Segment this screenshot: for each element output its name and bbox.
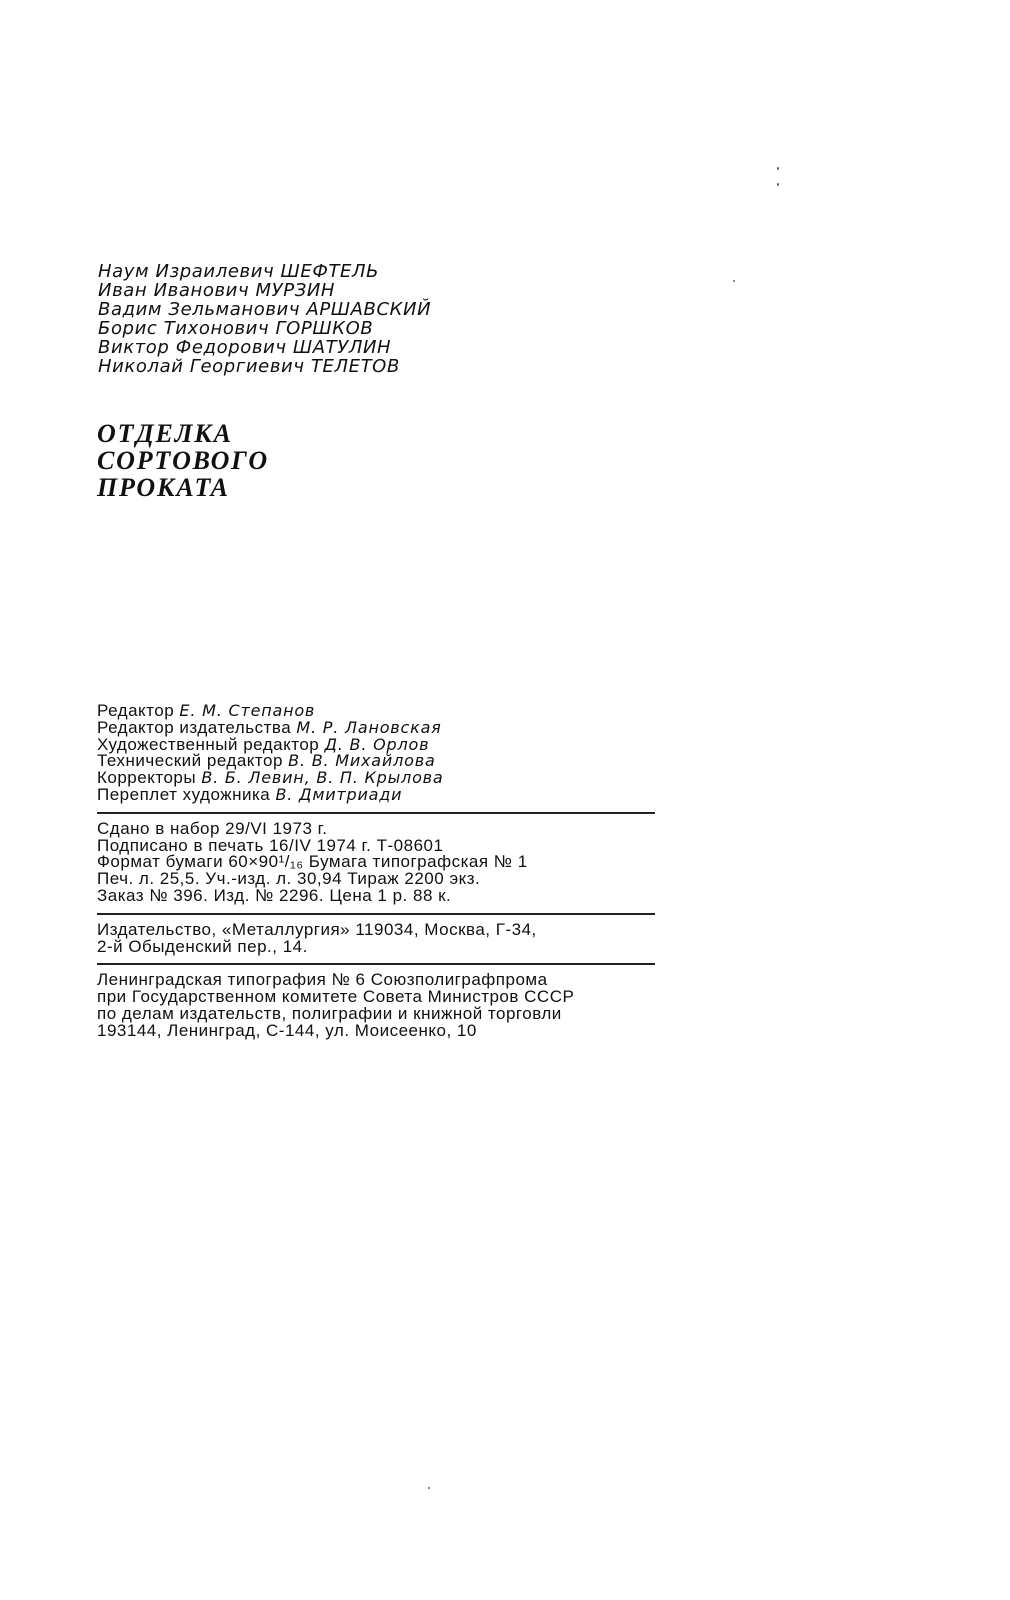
scan-speck — [777, 183, 779, 186]
credit-name: В. Б. Левин, В. П. Крылова — [201, 768, 444, 788]
print-info-line: Печ. л. 25,5. Уч.-изд. л. 30,94 Тираж 2200 экз. — [97, 869, 481, 889]
credit-name: М. Р. Лановская — [296, 717, 442, 737]
print-info-line: Подписано в печать 16/IV 1974 г. Т-08601 — [97, 835, 444, 855]
credit-name: Д. В. Орлов — [324, 734, 430, 754]
printer-line: 193144, Ленинград, С-144, ул. Моисеенко, 10 — [97, 1020, 477, 1040]
print-info-line: Сдано в набор 29/VI 1973 г. — [97, 818, 328, 838]
author-name: Борис Тихонович ГОРШКОВ — [98, 318, 374, 339]
author-name: Вадим Зельманович АРШАВСКИЙ — [98, 299, 432, 320]
credits-block — [97, 703, 659, 804]
scan-speck — [428, 1487, 430, 1489]
printer-block — [97, 972, 659, 1039]
credit-role: Переплет художника — [97, 784, 271, 804]
author-name: Наум Израилевич ШЕФТЕЛЬ — [98, 261, 380, 282]
credit-role: Технический редактор — [97, 751, 283, 771]
title-line: ОТДЕЛКА — [97, 419, 233, 448]
publisher-line: 2-й Обыденский пер., 14. — [97, 936, 308, 956]
author-name: Иван Иванович МУРЗИН — [98, 280, 336, 301]
author-name: Виктор Федорович ШАТУЛИН — [98, 337, 392, 358]
book-title — [97, 420, 657, 501]
author-list — [98, 262, 658, 376]
print-info-block — [97, 818, 659, 905]
divider — [97, 963, 655, 965]
author-name: Николай Георгиевич ТЕЛЕТОВ — [98, 356, 400, 377]
divider — [97, 913, 655, 915]
credit-name: В. Дмитриади — [275, 784, 403, 804]
publisher-block — [97, 919, 659, 956]
divider — [97, 812, 655, 814]
print-info-line: Заказ № 396. Изд. № 2296. Цена 1 р. 88 к. — [97, 885, 452, 905]
credit-role: Редактор издательства — [97, 717, 292, 737]
credit-role: Корректоры — [97, 768, 197, 788]
scan-speck — [777, 167, 779, 170]
scan-speck — [733, 280, 735, 282]
credit-role: Художественный редактор — [97, 734, 320, 754]
printer-line: по делам издательств, полиграфии и книжной торговли — [97, 1003, 562, 1023]
credit-role: Редактор — [97, 701, 175, 720]
credit-name: Е. М. Степанов — [179, 701, 316, 720]
title-line: ПРОКАТА — [97, 473, 230, 502]
credit-name: В. В. Михайлова — [288, 751, 436, 771]
print-info-line: Формат бумаги 60×90¹/₁₆ Бумага типографская № 1 — [97, 852, 528, 872]
publisher-line: Издательство, «Металлургия» 119034, Москва, Г-34, — [97, 919, 537, 939]
imprint-section — [97, 703, 659, 1040]
title-line: СОРТОВОГО — [97, 446, 269, 475]
credit-line — [97, 784, 659, 804]
printer-line: Ленинградская типография № 6 Союзполиграфпрома — [97, 970, 548, 990]
printer-line: при Государственном комитете Совета Министров СССР — [97, 987, 575, 1007]
